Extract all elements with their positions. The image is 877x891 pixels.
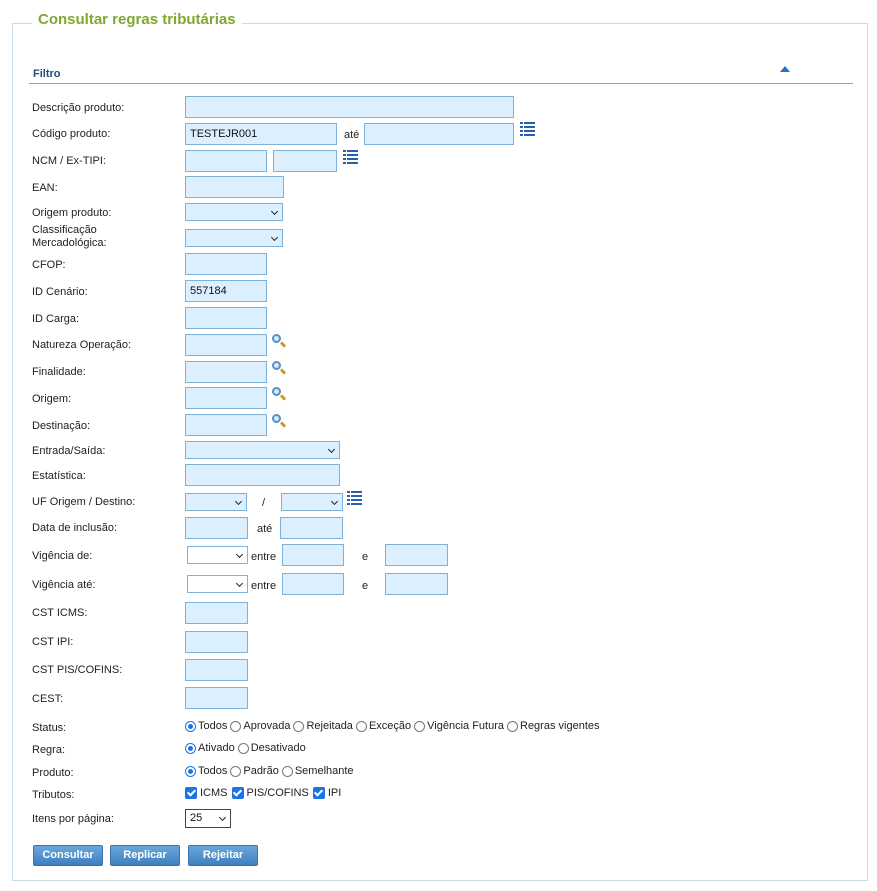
replicar-button[interactable]: Replicar xyxy=(110,845,180,866)
id-carga-label: ID Carga: xyxy=(32,313,80,325)
data-ate-label: até xyxy=(257,523,273,535)
classificacao-label-2: Mercadológica: xyxy=(32,237,107,249)
descricao-produto-label: Descrição produto: xyxy=(32,102,125,114)
produto-label: Produto: xyxy=(32,767,74,779)
regra-radio-ativado[interactable]: Ativado xyxy=(185,742,235,754)
status-radio-todos[interactable]: Todos xyxy=(185,720,227,732)
list-icon[interactable] xyxy=(343,150,358,164)
uf-origem-select[interactable] xyxy=(185,493,247,511)
tributos-label: Tributos: xyxy=(32,789,75,801)
vigencia-ate-fim-input[interactable] xyxy=(385,573,448,595)
ncm-label: NCM / Ex-TIPI: xyxy=(32,155,106,167)
cfop-input[interactable] xyxy=(185,253,267,275)
list-icon[interactable] xyxy=(520,122,535,136)
itens-por-pagina-select[interactable]: 25 xyxy=(185,809,231,828)
uf-destino-select[interactable] xyxy=(281,493,343,511)
cst-ipi-input[interactable] xyxy=(185,631,248,653)
data-inclusao-de-input[interactable] xyxy=(185,517,248,539)
page-title: Consultar regras tributárias xyxy=(32,11,242,28)
codigo-produto-label: Código produto: xyxy=(32,128,111,140)
status-radio-aprovada[interactable]: Aprovada xyxy=(230,720,290,732)
ncm-input[interactable] xyxy=(185,150,267,172)
vigencia-de-entre-label: entre xyxy=(251,551,277,563)
origem-produto-select[interactable] xyxy=(185,203,283,221)
status-radio-excecao[interactable]: Exceção xyxy=(356,720,411,732)
cst-icms-label: CST ICMS: xyxy=(32,607,88,619)
produto-radio-todos[interactable]: Todos xyxy=(185,765,227,777)
estatistica-label: Estatística: xyxy=(32,470,86,482)
origem-input[interactable] xyxy=(185,387,267,409)
natureza-label: Natureza Operação: xyxy=(32,339,132,351)
codigo-ate-label: até xyxy=(344,129,360,141)
filter-divider xyxy=(29,83,853,84)
vigencia-de-fim-input[interactable] xyxy=(385,544,448,566)
entrada-saida-label: Entrada/Saída: xyxy=(32,445,106,457)
tributos-checkbox-icms[interactable]: ICMS xyxy=(185,787,228,799)
vigencia-de-inicio-input[interactable] xyxy=(282,544,344,566)
list-icon[interactable] xyxy=(347,491,362,505)
regra-radio-group xyxy=(185,742,309,754)
classificacao-select[interactable] xyxy=(185,229,283,247)
estatistica-input[interactable] xyxy=(185,464,340,486)
origem-produto-label: Origem produto: xyxy=(32,207,112,219)
collapse-up-icon[interactable] xyxy=(780,66,790,72)
ex-tipi-input[interactable] xyxy=(273,150,337,172)
status-radio-rejeitada[interactable]: Rejeitada xyxy=(293,720,352,732)
tributos-checkbox-ipi[interactable]: IPI xyxy=(313,787,341,799)
natureza-input[interactable] xyxy=(185,334,267,356)
tributos-checkbox-group xyxy=(185,787,345,799)
status-label: Status: xyxy=(32,722,67,734)
codigo-produto-de-input[interactable]: TESTEJR001 xyxy=(185,123,337,145)
classificacao-label-1: Classificação xyxy=(32,224,97,236)
cst-pis-cofins-label: CST PIS/COFINS: xyxy=(32,664,123,676)
vigencia-ate-inicio-input[interactable] xyxy=(282,573,344,595)
finalidade-label: Finalidade: xyxy=(32,366,86,378)
vigencia-ate-e-label: e xyxy=(362,580,369,592)
search-icon[interactable] xyxy=(271,360,287,376)
destinacao-input[interactable] xyxy=(185,414,267,436)
descricao-produto-input[interactable] xyxy=(185,96,514,118)
cest-label: CEST: xyxy=(32,693,64,705)
id-cenario-input[interactable]: 557184 xyxy=(185,280,267,302)
search-icon[interactable] xyxy=(271,413,287,429)
filter-fieldset xyxy=(12,23,868,881)
status-radio-vigencia-futura[interactable]: Vigência Futura xyxy=(414,720,504,732)
search-icon[interactable] xyxy=(271,386,287,402)
rejeitar-button[interactable]: Rejeitar xyxy=(188,845,258,866)
origem-label: Origem: xyxy=(32,393,72,405)
regra-radio-desativado[interactable]: Desativado xyxy=(238,742,306,754)
uf-label: UF Origem / Destino: xyxy=(32,496,136,508)
consultar-button[interactable]: Consultar xyxy=(33,845,103,866)
vigencia-ate-select[interactable] xyxy=(187,575,248,593)
ean-input[interactable] xyxy=(185,176,284,198)
id-carga-input[interactable] xyxy=(185,307,267,329)
cst-icms-input[interactable] xyxy=(185,602,248,624)
vigencia-ate-entre-label: entre xyxy=(251,580,277,592)
vigencia-de-e-label: e xyxy=(362,551,369,563)
ean-label: EAN: xyxy=(32,182,58,194)
destinacao-label: Destinação: xyxy=(32,420,91,432)
regra-label: Regra: xyxy=(32,744,66,756)
cst-pis-cofins-input[interactable] xyxy=(185,659,248,681)
codigo-produto-ate-input[interactable] xyxy=(364,123,514,145)
status-radio-group xyxy=(185,720,603,732)
itens-por-pagina-label: Itens por página: xyxy=(32,813,114,825)
produto-radio-group xyxy=(185,765,357,777)
search-icon[interactable] xyxy=(271,333,287,349)
vigencia-de-select[interactable] xyxy=(187,546,248,564)
vigencia-de-label: Vigência de: xyxy=(32,550,93,562)
uf-slash: / xyxy=(262,497,266,509)
filter-section-title: Filtro xyxy=(33,68,61,80)
produto-radio-semelhante[interactable]: Semelhante xyxy=(282,765,354,777)
entrada-saida-select[interactable] xyxy=(185,441,340,459)
finalidade-input[interactable] xyxy=(185,361,267,383)
cest-input[interactable] xyxy=(185,687,248,709)
data-inclusao-ate-input[interactable] xyxy=(280,517,343,539)
cst-ipi-label: CST IPI: xyxy=(32,636,74,648)
id-cenario-label: ID Cenário: xyxy=(32,286,88,298)
produto-radio-padrao[interactable]: Padrão xyxy=(230,765,278,777)
data-inclusao-label: Data de inclusão: xyxy=(32,522,117,534)
status-radio-regras-vigentes[interactable]: Regras vigentes xyxy=(507,720,600,732)
vigencia-ate-label: Vigência até: xyxy=(32,579,96,591)
tributos-checkbox-pis-cofins[interactable]: PIS/COFINS xyxy=(232,787,309,799)
cfop-label: CFOP: xyxy=(32,259,66,271)
